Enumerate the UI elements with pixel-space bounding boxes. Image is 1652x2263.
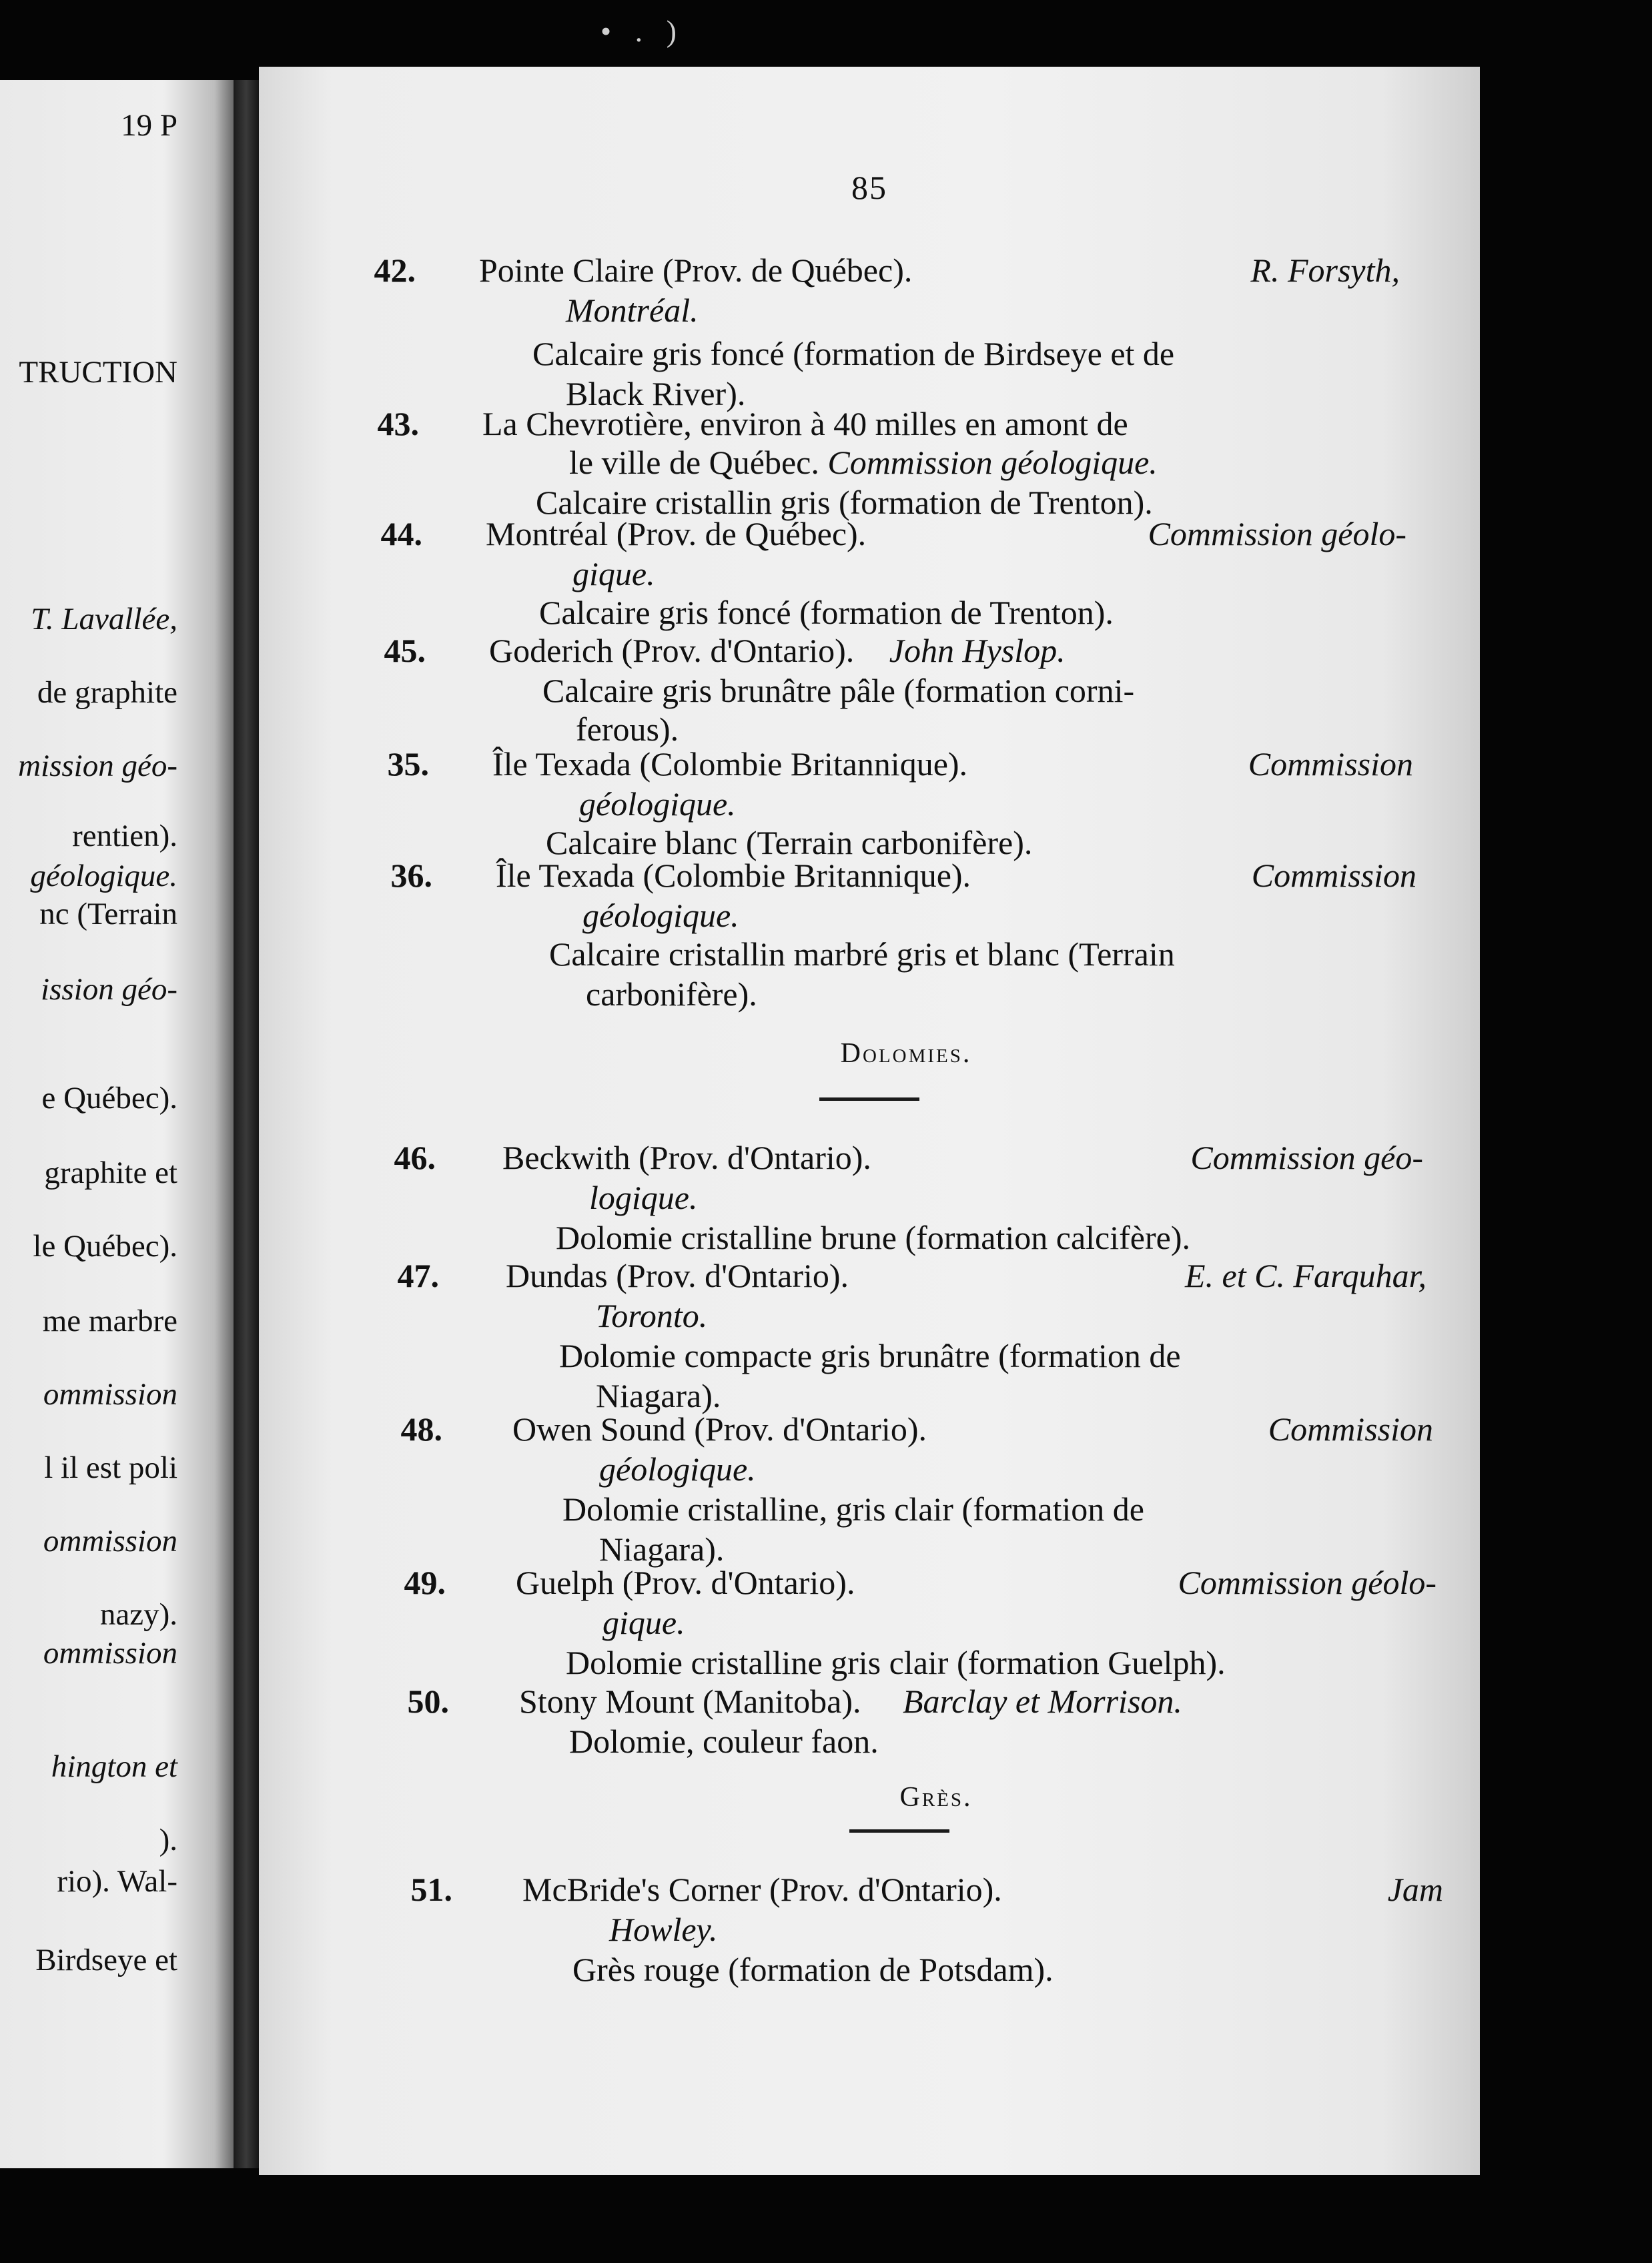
entry-place: Île Texada (Colombie Britannique).: [492, 745, 968, 783]
entry-donor-cont: géologique.: [582, 897, 739, 934]
entry-place: Beckwith (Prov. d'Ontario).: [502, 1139, 871, 1176]
left-line: me marbre: [42, 1304, 177, 1338]
entry-desc: Dolomie, couleur faon.: [569, 1723, 879, 1760]
entry-donor-cont: Montréal.: [566, 292, 699, 329]
entry-place: La Chevrotière, environ à 40 milles en amont de: [482, 405, 1128, 442]
entry-donor: John Hyslop.: [889, 632, 1066, 669]
entry-place: Guelph (Prov. d'Ontario).: [516, 1564, 855, 1601]
entry-donor: Commission: [1248, 745, 1413, 783]
entry-number: 42.: [374, 252, 416, 289]
entry-desc: Dolomie cristalline brune (formation calcifère).: [556, 1219, 1190, 1256]
left-line: TRUCTION: [19, 355, 177, 390]
left-line: ).: [159, 1823, 177, 1857]
left-line: graphite et: [44, 1156, 177, 1190]
entry-donor: Barclay et Morrison.: [902, 1683, 1182, 1720]
entry-desc: Calcaire blanc (Terrain carbonifère).: [546, 824, 1033, 861]
entry-place: Goderich (Prov. d'Ontario).: [489, 632, 855, 669]
entry-donor: Commission géolo-: [1148, 515, 1406, 552]
entry-line: [486, 514, 1406, 554]
section-rule: [849, 1829, 949, 1833]
entry-donor: Jam: [1387, 1871, 1443, 1908]
entry-donor: E. et C. Farquhar,: [1184, 1257, 1426, 1294]
entry-donor-cont: Toronto.: [596, 1297, 708, 1334]
entry-line: le ville de Québec. Commission géologique.: [569, 444, 1158, 481]
entry-number: 50.: [407, 1683, 449, 1720]
entry-desc: Dolomie compacte gris brunâtre (formation de: [559, 1337, 1181, 1374]
section-rule: [819, 1097, 919, 1101]
section-heading-gres: Grès.: [899, 1782, 973, 1813]
entry-place: Stony Mount (Manitoba).: [519, 1683, 861, 1720]
entry-donor: Commission géo-: [1190, 1139, 1423, 1176]
entry-desc: Black River).: [566, 375, 746, 412]
entry-desc: Calcaire gris foncé (formation de Birdseye et de: [532, 335, 1175, 372]
entry-desc: Niagara).: [596, 1377, 721, 1414]
entry-desc: Niagara).: [599, 1530, 725, 1568]
entry-donor: Commission: [1268, 1410, 1433, 1448]
entry-number: 36.: [390, 857, 432, 894]
entry-desc: Calcaire cristallin gris (formation de Trenton).: [536, 484, 1153, 521]
left-line: ommission: [43, 1377, 177, 1412]
left-line: 19 P: [121, 108, 177, 143]
book-gutter: [234, 80, 259, 2168]
left-line: ommission: [43, 1524, 177, 1558]
left-line: e Québec).: [41, 1081, 177, 1115]
entry-donor: Commission géolo-: [1178, 1564, 1436, 1601]
entry-desc: Grès rouge (formation de Potsdam).: [572, 1951, 1054, 1988]
entry-place: Pointe Claire (Prov. de Québec).: [479, 252, 913, 289]
entry-donor-cont: logique.: [589, 1179, 698, 1216]
entry-donor-cont: Howley.: [609, 1911, 718, 1948]
left-page-fragment: [0, 80, 234, 2168]
film-edge-marks: • . ): [600, 14, 685, 48]
left-line: T. Lavallée,: [31, 602, 177, 636]
entry-place: Montréal (Prov. de Québec).: [486, 515, 867, 552]
left-line: Birdseye et: [35, 1943, 177, 1977]
page-number: 85: [851, 169, 887, 206]
left-line: rio). Wal-: [57, 1864, 177, 1899]
entry-place: Owen Sound (Prov. d'Ontario).: [512, 1410, 927, 1448]
entry-desc: Dolomie cristalline, gris clair (formation de: [562, 1490, 1144, 1528]
entry-donor: R. Forsyth,: [1250, 252, 1400, 289]
entry-number: 46.: [394, 1139, 436, 1176]
entry-line: [479, 250, 1400, 290]
entry-number: 51.: [410, 1871, 452, 1908]
entry-line: [502, 1138, 1423, 1178]
section-heading-dolomies: Dolomies.: [840, 1038, 972, 1069]
left-line: nazy).: [99, 1597, 177, 1632]
entry-number: 45.: [384, 632, 426, 669]
entry-place: Dundas (Prov. d'Ontario).: [506, 1257, 849, 1294]
entry-line: [492, 744, 1413, 784]
entry-desc: carbonifère).: [586, 975, 757, 1013]
book-page: [259, 67, 1480, 2175]
left-line: ommission: [43, 1636, 177, 1671]
entry-desc: Dolomie cristalline gris clair (formation Guelph).: [566, 1644, 1226, 1681]
entry-donor-cont: gique.: [572, 555, 655, 592]
entry-number: 49.: [404, 1564, 446, 1601]
entry-line: [516, 1562, 1436, 1603]
entry-donor-cont: géologique.: [599, 1450, 756, 1488]
entry-desc: Calcaire cristallin marbré gris et blanc (Terrain: [549, 935, 1175, 973]
entry-place: Île Texada (Colombie Britannique).: [496, 857, 971, 894]
left-line: ission géo-: [41, 972, 177, 1007]
left-line: le Québec).: [33, 1229, 177, 1264]
entry-desc: ferous).: [576, 711, 679, 748]
entry-number: 35.: [387, 745, 429, 783]
entry-number: 48.: [400, 1410, 442, 1448]
entry-donor: Commission: [1251, 857, 1416, 894]
left-line: mission géo-: [18, 749, 177, 783]
entry-number: 44.: [380, 515, 422, 552]
entry-donor-cont: gique.: [602, 1604, 685, 1641]
entry-number: 47.: [397, 1257, 439, 1294]
entry-desc: Calcaire gris brunâtre pâle (formation corni-: [542, 672, 1135, 709]
left-line: de graphite: [37, 675, 177, 710]
entry-line: [489, 630, 1066, 670]
entry-number: 43.: [377, 405, 419, 442]
left-line: l il est poli: [44, 1450, 177, 1485]
entry-line: [522, 1869, 1443, 1909]
left-line: géologique.: [30, 859, 177, 893]
left-line: rentien).: [72, 819, 177, 853]
entry-line: [512, 1409, 1433, 1449]
entry-line: [506, 1256, 1426, 1296]
left-line: nc (Terrain: [39, 897, 177, 931]
entry-donor-cont: géologique.: [579, 785, 736, 823]
entry-place: McBride's Corner (Prov. d'Ontario).: [522, 1871, 1002, 1908]
entry-donor: Commission géologique.: [827, 444, 1158, 481]
entry-desc: Calcaire gris foncé (formation de Trenton).: [539, 594, 1114, 631]
entry-line: [519, 1681, 1182, 1721]
entry-line: [496, 855, 1416, 895]
left-line: hington et: [51, 1749, 177, 1784]
